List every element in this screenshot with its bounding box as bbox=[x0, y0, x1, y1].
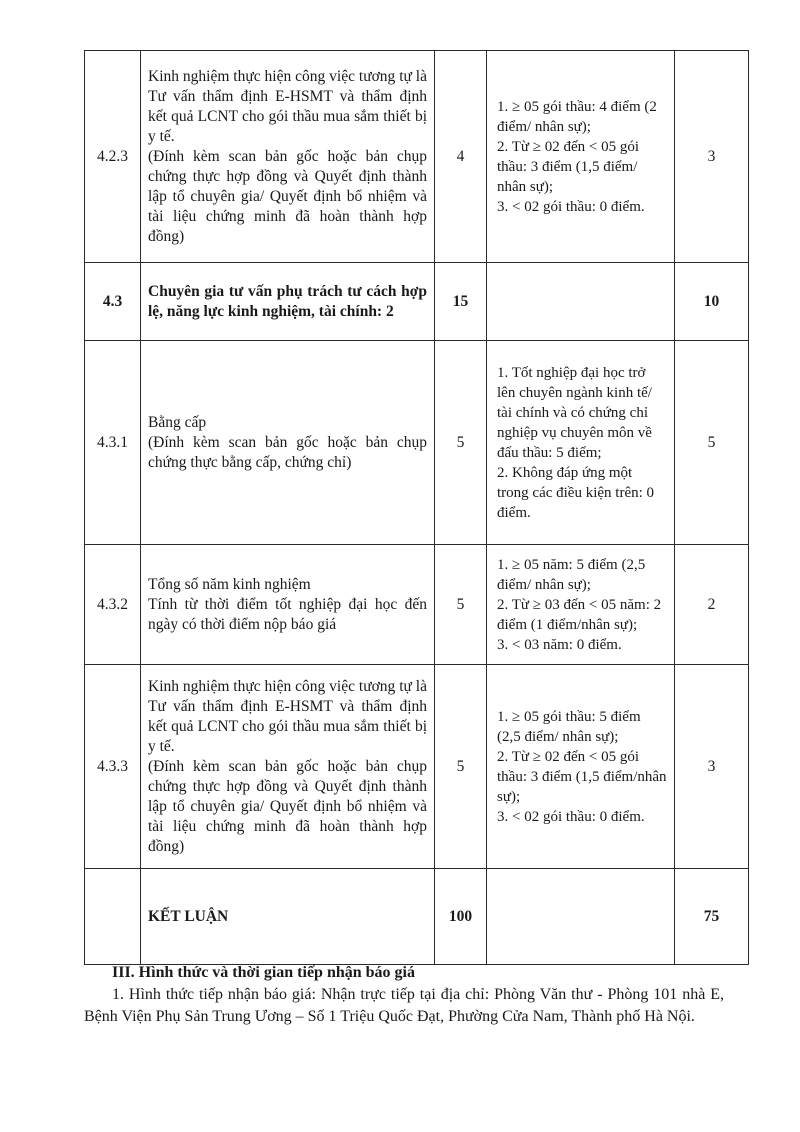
max-score: 5 bbox=[435, 545, 487, 665]
scoring-rules bbox=[487, 263, 675, 341]
table-row bbox=[85, 51, 749, 263]
section-footer bbox=[84, 962, 724, 1028]
scoring-rules bbox=[487, 341, 675, 545]
rule-line: 1. ≥ 05 gói thầu: 4 điểm (2 điểm/ nhân sự); bbox=[497, 98, 657, 135]
section-paragraph: 1. Hình thức tiếp nhận báo giá: Nhận trực tiếp tại địa chỉ: Phòng Văn thư - Phòng 101 nhà E, Bệnh Viện Phụ Sản Trung Ương – Số 1 Triệu Quốc Đạt, Phường Cửa Nam, Thành phố Hà Nội. bbox=[84, 986, 724, 1025]
section-heading: III. Hình thức và thời gian tiếp nhận báo giá bbox=[112, 964, 415, 981]
max-score: 5 bbox=[435, 341, 487, 545]
criterion-line: Bằng cấp bbox=[148, 413, 207, 431]
awarded-score: 3 bbox=[675, 665, 749, 869]
scoring-rules bbox=[487, 869, 675, 965]
awarded-score: 5 bbox=[675, 341, 749, 545]
table-row bbox=[85, 341, 749, 545]
criterion-line: Kinh nghiệm thực hiện công việc tương tự là Tư vấn thẩm định E-HSMT và thẩm định kết quả LCNT cho gói thầu mua sắm thiết bị y tế. bbox=[148, 677, 427, 755]
criterion-line: Tính từ thời điểm tốt nghiệp đại học đến ngày có thời điểm nộp báo giá bbox=[148, 595, 427, 633]
rule-line: 2. Từ ≥ 02 đến < 05 gói thầu: 3 điểm (1,5 điểm/ nhân sự); bbox=[497, 138, 640, 195]
criterion-code: 4.2.3 bbox=[85, 51, 141, 263]
awarded-score: 2 bbox=[675, 545, 749, 665]
criterion-line: (Đính kèm scan bản gốc hoặc bản chụp chứng thực bằng cấp, chứng chỉ) bbox=[148, 433, 427, 471]
conclusion-label bbox=[141, 869, 435, 965]
criterion-description bbox=[141, 545, 435, 665]
scoring-rules bbox=[487, 665, 675, 869]
total-awarded-score: 75 bbox=[675, 869, 749, 965]
rule-line: 1. Tốt nghiệp đại học trở lên chuyên ngành kinh tế/ tài chính và có chứng chỉ nghiệp vụ chuyên môn về đấu thầu: 5 điểm; bbox=[497, 364, 652, 461]
criterion-description bbox=[141, 341, 435, 545]
rule-line: 1. ≥ 05 gói thầu: 5 điểm (2,5 điểm/ nhân sự); bbox=[497, 708, 641, 745]
rule-line: 3. < 02 gói thầu: 0 điểm. bbox=[497, 198, 645, 215]
awarded-score: 3 bbox=[675, 51, 749, 263]
criterion-line: Tổng số năm kinh nghiệm bbox=[148, 575, 311, 593]
criterion-line: (Đính kèm scan bản gốc hoặc bản chụp chứng thực hợp đồng và Quyết định thành lập tổ chuyên gia/ Quyết định bổ nhiệm và tài liệu chứng minh đã hoàn thành hợp đồng) bbox=[148, 147, 427, 245]
total-max-score: 100 bbox=[435, 869, 487, 965]
rule-line: 2. Từ ≥ 03 đến < 05 năm: 2 điểm (1 điểm/nhân sự); bbox=[497, 596, 662, 633]
scoring-rules bbox=[487, 545, 675, 665]
table-row bbox=[85, 263, 749, 341]
table-row bbox=[85, 545, 749, 665]
awarded-score: 10 bbox=[675, 263, 749, 341]
rule-line: 2. Từ ≥ 02 đến < 05 gói thầu: 3 điểm (1,5 điểm/nhân sự); bbox=[497, 748, 667, 805]
rule-line: 3. < 02 gói thầu: 0 điểm. bbox=[497, 808, 645, 825]
max-score: 4 bbox=[435, 51, 487, 263]
criterion-description bbox=[141, 665, 435, 869]
criterion-description bbox=[141, 51, 435, 263]
max-score: 5 bbox=[435, 665, 487, 869]
scoring-rules bbox=[487, 51, 675, 263]
criterion-line: Chuyên gia tư vấn phụ trách tư cách hợp lệ, năng lực kinh nghiệm, tài chính: 2 bbox=[148, 282, 427, 320]
criterion-description bbox=[141, 263, 435, 341]
rule-line: 2. Không đáp ứng một trong các điều kiện trên: 0 điểm. bbox=[497, 464, 655, 521]
max-score: 15 bbox=[435, 263, 487, 341]
rule-line: 3. < 03 năm: 0 điểm. bbox=[497, 636, 622, 653]
criterion-line: Kinh nghiệm thực hiện công việc tương tự là Tư vấn thẩm định E-HSMT và thẩm định kết quả LCNT cho gói thầu mua sắm thiết bị y tế. bbox=[148, 67, 427, 145]
criterion-code: 4.3.1 bbox=[85, 341, 141, 545]
criterion-line: (Đính kèm scan bản gốc hoặc bản chụp chứng thực hợp đồng và Quyết định thành lập tổ chuyên gia/ Quyết định bổ nhiệm và tài liệu chứng minh đã hoàn thành hợp đồng) bbox=[148, 757, 427, 855]
criterion-line: KẾT LUẬN bbox=[148, 907, 229, 925]
table-row bbox=[85, 665, 749, 869]
criterion-code: 4.3.3 bbox=[85, 665, 141, 869]
criterion-code: 4.3 bbox=[85, 263, 141, 341]
table-row-total bbox=[85, 869, 749, 965]
criterion-code: 4.3.2 bbox=[85, 545, 141, 665]
rule-line: 1. ≥ 05 năm: 5 điểm (2,5 điểm/ nhân sự); bbox=[497, 556, 646, 593]
evaluation-table bbox=[84, 50, 749, 965]
criterion-code bbox=[85, 869, 141, 965]
